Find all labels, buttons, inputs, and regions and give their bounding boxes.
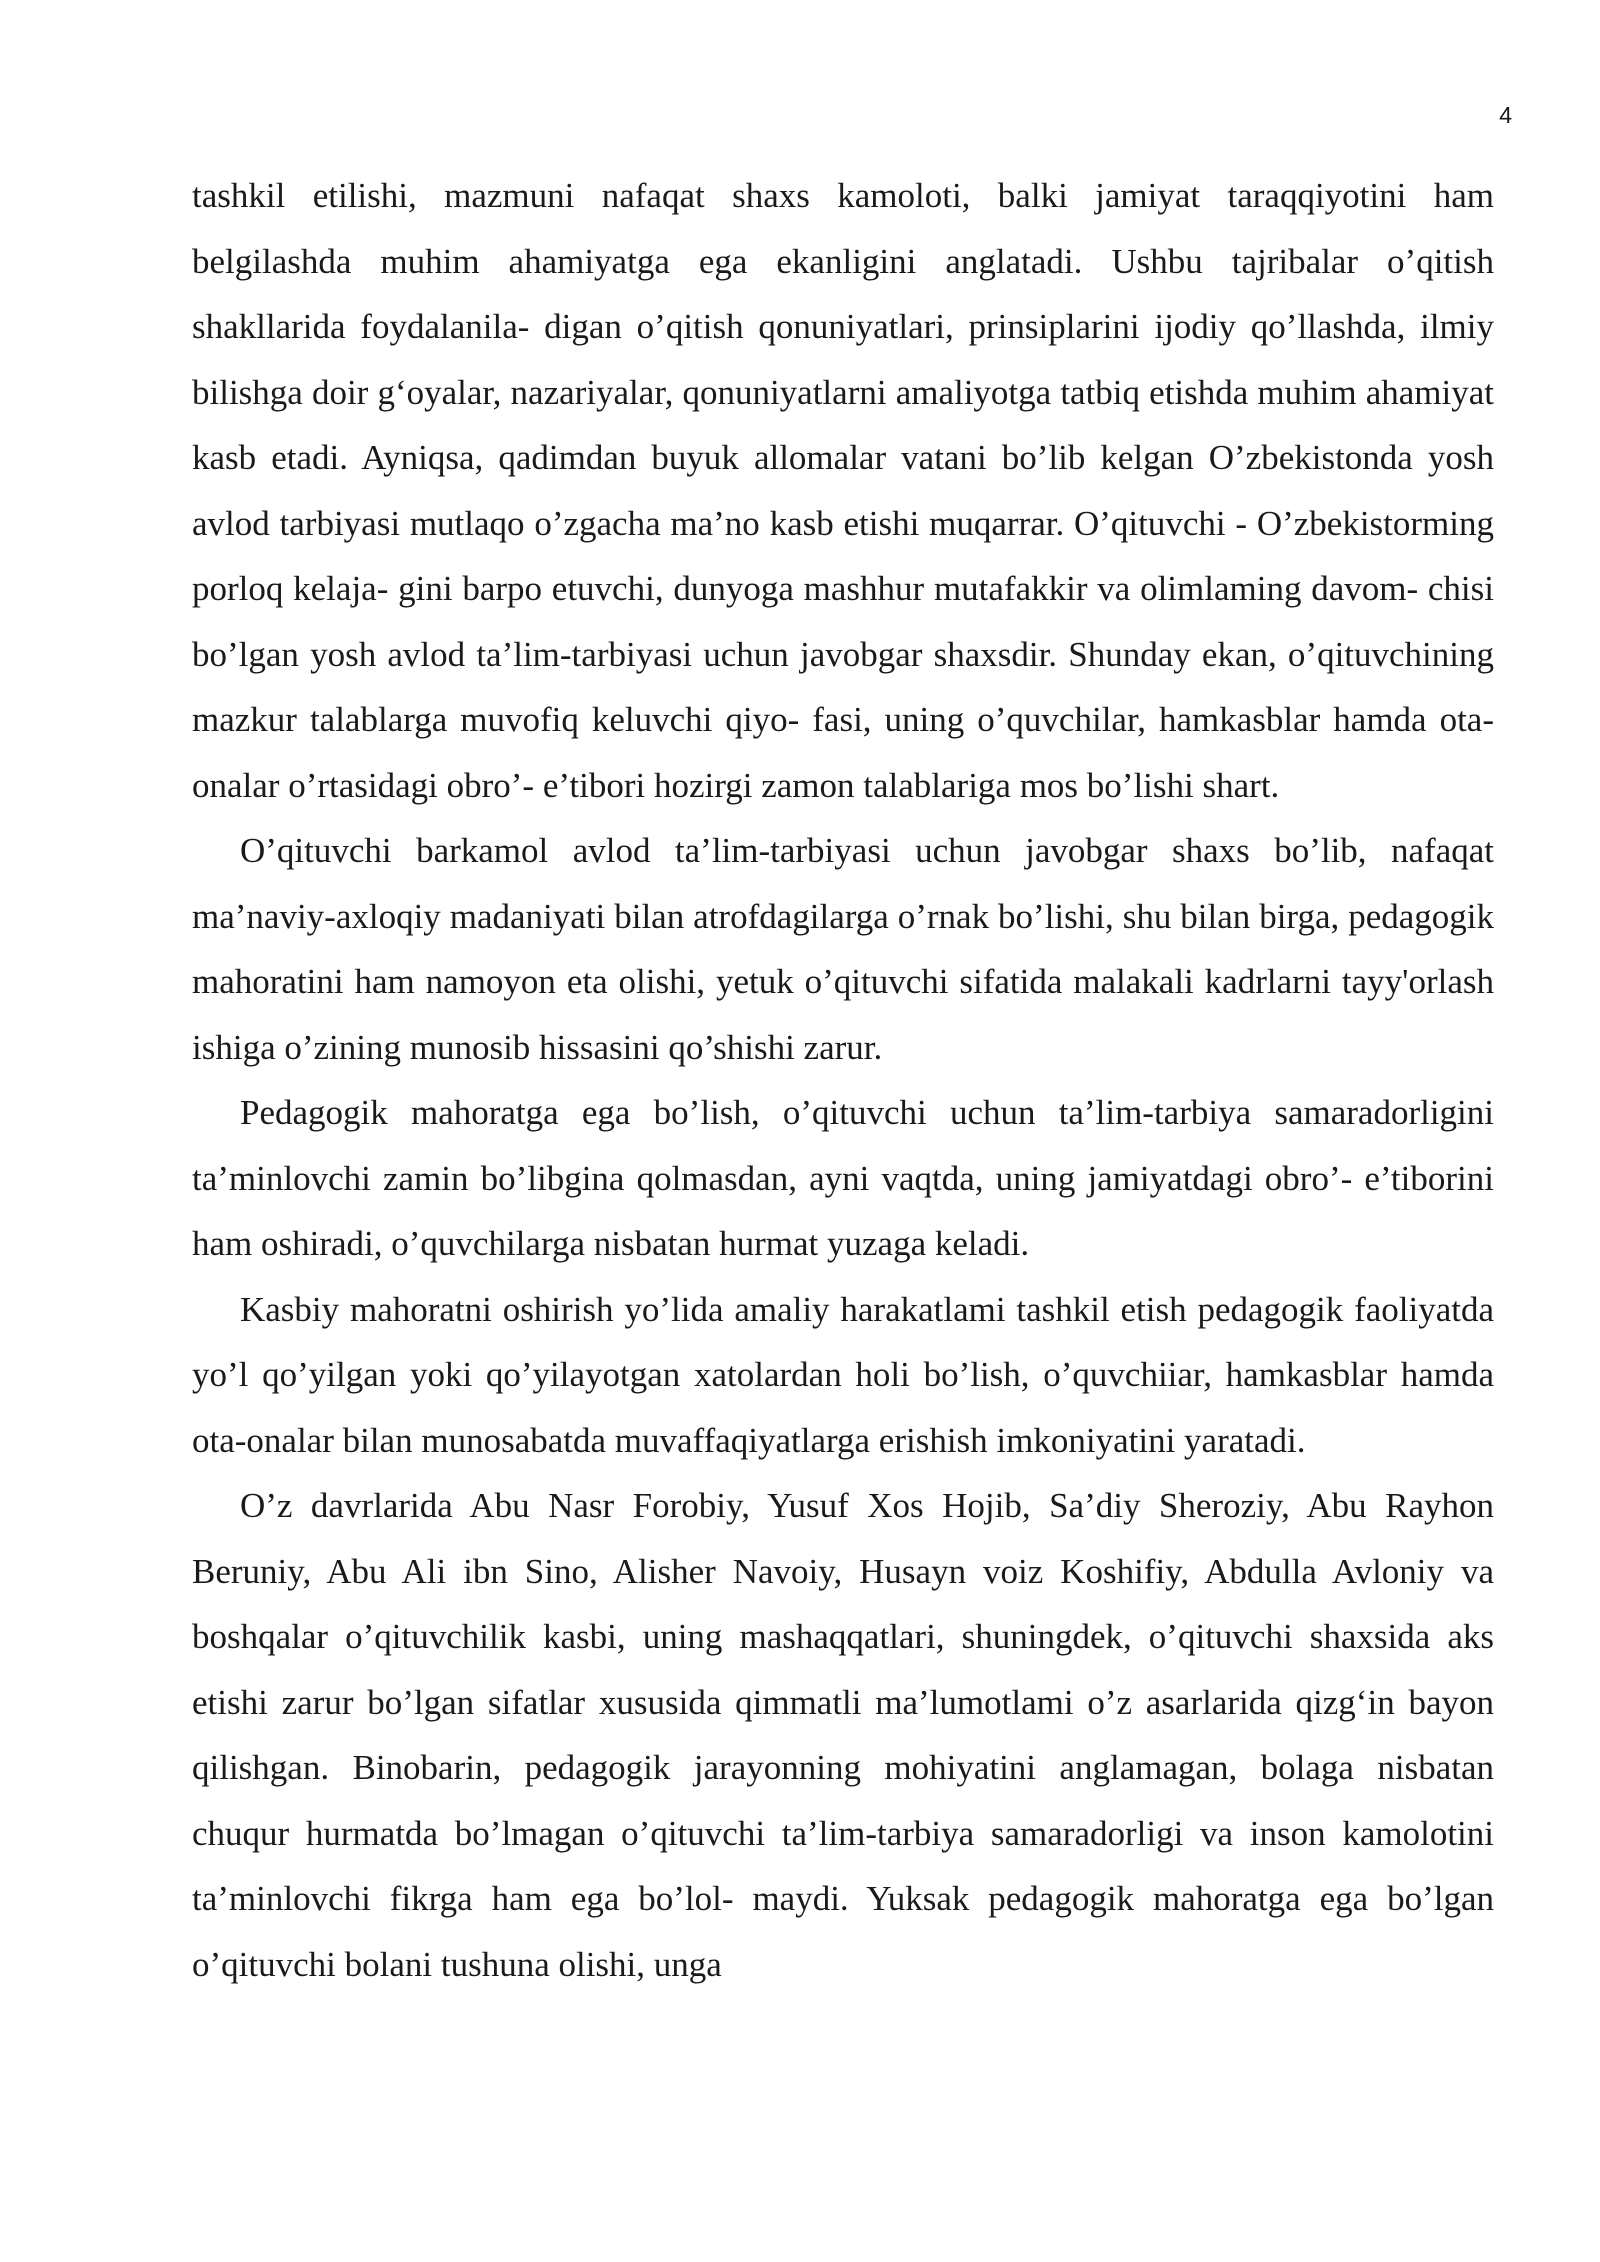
paragraph-1: tashkil etilishi, mazmuni nafaqat shaxs kamoloti, balki jamiyat taraqqiyotini ham belgilashda muhim ahamiyatga ega ekanligini anglatadi. Ushbu tajribalar o’qitish shakllarida foydalanila- digan o’qitish qonuniyatlari, prinsiplarini ijodiy qo’llashda, ilmiy bilishga doir g‘oyalar, nazariyalar, qonuniyatlarni amaliyotga tatbiq etishda muhim ahamiyat kasb etadi. Ayniqsa, qadimdan buyuk allomalar vatani bo’lib kelgan O’zbekistonda yosh avlod tarbiyasi mutlaqo o’zgacha ma’no kasb etishi muqarrar. O’qituvchi - O’zbekistorming porloq kelaja- gini barpo etuvchi, dunyoga mashhur mutafakkir va olimlaming davom- chisi bo’lgan yosh avlod ta’lim-tarbiyasi uchun javobgar shaxsdir. Shunday ekan, o’qituvchining mazkur talablarga muvofiq keluvchi qiyo- fasi, uning o’quvchilar, hamkasblar hamda ota-onalar o’rtasidagi obro’- e’tibori hozirgi zamon talablariga mos bo’lishi shart.	[192, 176, 1494, 805]
paragraph-2: O’qituvchi barkamol avlod ta’lim-tarbiyasi uchun javobgar shaxs bo’lib, nafaqat ma’naviy-axloqiy madaniyati bilan atrofdagilarga o’rnak bo’lishi, shu bilan birga, pedagogik mahoratini ham namoyon eta olishi, yetuk o’qituvchi sifatida malakali kadrlarni tayy'orlash ishiga o’zining munosib hissasini qo’shishi zarur.	[192, 831, 1494, 1067]
paragraph-3: Pedagogik mahoratga ega bo’lish, o’qituvchi uchun ta’lim-tarbiya samaradorligini ta’minlovchi zamin bo’libgina qolmasdan, ayni vaqtda, uning jamiyatdagi obro’- e’tiborini ham oshiradi, o’quvchilarga nisbatan hurmat yuzaga keladi.	[192, 1093, 1494, 1263]
paragraph-4: Kasbiy mahoratni oshirish yo’lida amaliy harakatlami tashkil etish pedagogik faoliyatda yo’l qo’yilgan yoki qo’yilayotgan xatolardan holi bo’lish, o’quvchiiar, hamkasblar hamda ota-onalar bilan munosabatda muvaffaqiyatlarga erishish imkoniyatini yaratadi.	[192, 1289, 1494, 1460]
paragraph-5: O’z davrlarida Abu Nasr Forobiy, Yusuf Xos Hojib, Sa’diy Sheroziy, Abu Rayhon Beruniy, Abu Ali ibn Sino, Alisher Navoiy, Husayn voiz Koshifiy, Abdulla Avloniy va boshqalar o’qituvchilik kasbi, uning mashaqqatlari, shuningdek, o’qituvchi shaxsida aks etishi zarur bo’lgan sifatlar xususida qimmatli ma’lumotlami o’z asarlarida qizg‘in bayon qilishgan. Binobarin, pedagogik jarayonning mohiyatini anglamagan, bolaga nisbatan chuqur hurmatda bo’lmagan o’qituvchi ta’lim-tarbiya samaradorligi va inson kamolotini ta’minlovchi fikrga ham ega bo’lol- maydi. Yuksak pedagogik mahoratga ega bo’lgan o’qituvchi bolani tushuna olishi, unga	[192, 1486, 1494, 1984]
page-number: 4	[1499, 102, 1512, 128]
document-body	[192, 163, 1494, 1997]
